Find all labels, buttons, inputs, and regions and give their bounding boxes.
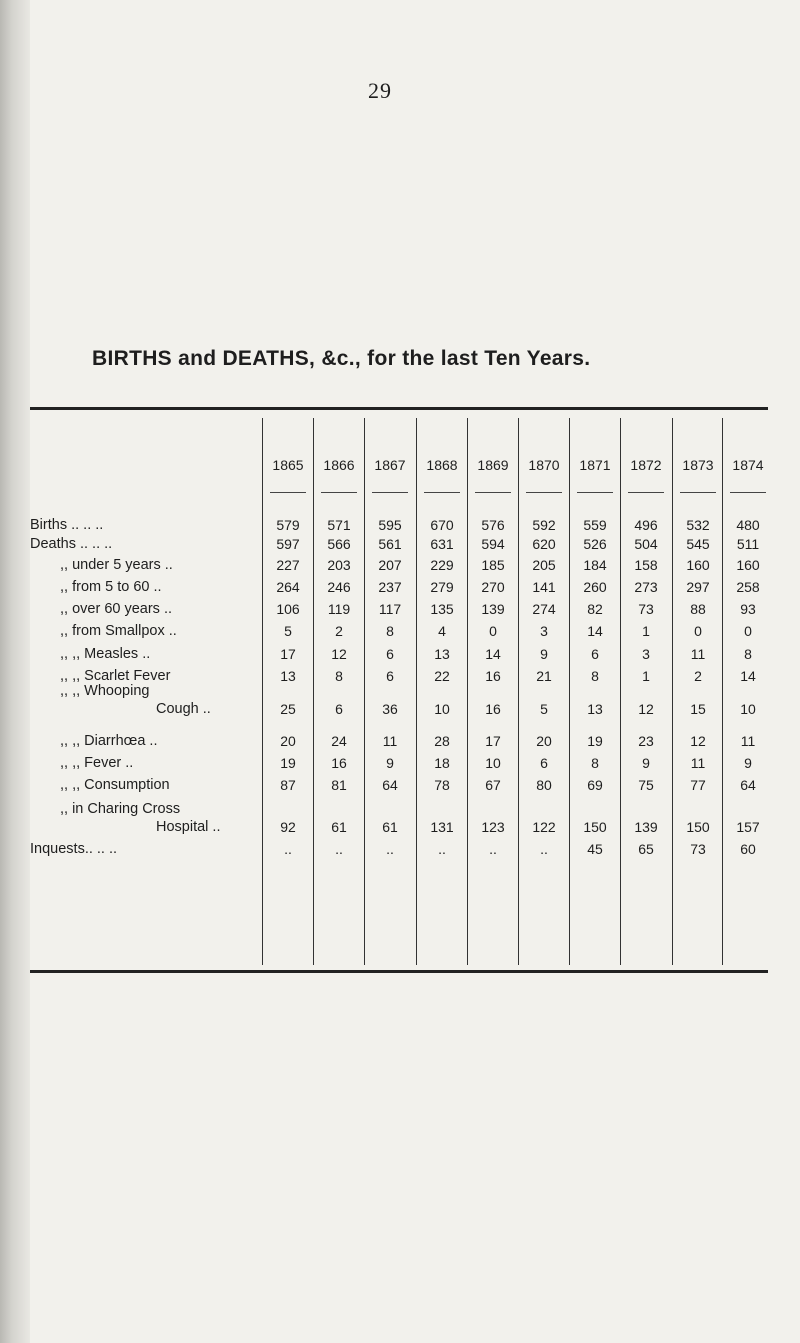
- table-cell: ..: [489, 841, 497, 857]
- table-cell: 559: [583, 517, 607, 533]
- year-header: 1865: [272, 457, 304, 473]
- table-cell: 273: [634, 579, 658, 595]
- table-cell: 237: [378, 579, 402, 595]
- header-underline: [526, 492, 562, 493]
- column-rule: [364, 418, 365, 965]
- table-cell: 1: [642, 668, 650, 684]
- row-label: Deaths .. .. ..: [30, 536, 113, 552]
- header-underline: [577, 492, 613, 493]
- table-cell: 12: [690, 733, 706, 749]
- table-cell: 227: [276, 557, 300, 573]
- table-cell: 279: [430, 579, 454, 595]
- table-cell: 561: [378, 536, 402, 552]
- table-cell: 160: [686, 557, 710, 573]
- column-rule: [416, 418, 417, 965]
- table-cell: 75: [638, 777, 654, 793]
- table-cell: 17: [485, 733, 501, 749]
- table-cell: 16: [331, 755, 347, 771]
- table-cell: 77: [690, 777, 706, 793]
- header-underline: [730, 492, 766, 493]
- table-cell: 8: [386, 623, 394, 639]
- table-cell: 594: [481, 536, 505, 552]
- table-cell: 14: [587, 623, 603, 639]
- table-cell: 592: [532, 517, 556, 533]
- table-cell: 8: [591, 755, 599, 771]
- table-cell: 45: [587, 841, 603, 857]
- table-cell: 65: [638, 841, 654, 857]
- table-cell: 14: [485, 646, 501, 662]
- table-cell: 3: [540, 623, 548, 639]
- table-cell: 20: [536, 733, 552, 749]
- row-label: ,, from Smallpox ..: [60, 623, 177, 639]
- table-cell: 78: [434, 777, 450, 793]
- table-cell: 93: [740, 601, 756, 617]
- table-cell: 25: [280, 701, 296, 717]
- column-rule: [672, 418, 673, 965]
- header-underline: [680, 492, 716, 493]
- top-rule: [30, 407, 768, 410]
- table-cell: 185: [481, 557, 505, 573]
- table-cell: 207: [378, 557, 402, 573]
- table-cell: 8: [591, 668, 599, 684]
- table-cell: 511: [736, 536, 760, 552]
- table-cell: 184: [583, 557, 607, 573]
- table-cell: 60: [740, 841, 756, 857]
- table-cell: 10: [485, 755, 501, 771]
- table-cell: 229: [430, 557, 454, 573]
- year-header: 1868: [426, 457, 458, 473]
- table-cell: 160: [736, 557, 760, 573]
- table-cell: 150: [583, 819, 607, 835]
- table-cell: 6: [386, 668, 394, 684]
- table-cell: 157: [736, 819, 760, 835]
- table-cell: 82: [587, 601, 603, 617]
- table-cell: 6: [335, 701, 343, 717]
- table-cell: 64: [740, 777, 756, 793]
- table-cell: 297: [686, 579, 710, 595]
- table-cell: 9: [744, 755, 752, 771]
- header-underline: [475, 492, 511, 493]
- table-cell: 131: [430, 819, 454, 835]
- table-cell: 2: [694, 668, 702, 684]
- column-rule: [722, 418, 723, 965]
- table-cell: 21: [536, 668, 552, 684]
- table-cell: 5: [284, 623, 292, 639]
- table-cell: 13: [587, 701, 603, 717]
- page-number: 29: [368, 78, 392, 103]
- row-label: ,, under 5 years ..: [60, 557, 173, 573]
- table-cell: 28: [434, 733, 450, 749]
- table-cell: 0: [744, 623, 752, 639]
- table-cell: 270: [481, 579, 505, 595]
- table-cell: 260: [583, 579, 607, 595]
- year-header: 1871: [579, 457, 611, 473]
- table-cell: 205: [532, 557, 556, 573]
- table-cell: 150: [686, 819, 710, 835]
- column-rule: [467, 418, 468, 965]
- table-cell: 67: [485, 777, 501, 793]
- table-cell: 4: [438, 623, 446, 639]
- column-rule: [518, 418, 519, 965]
- table-title: BIRTHS and DEATHS, &c., for the last Ten Years.: [92, 347, 591, 370]
- table-cell: 158: [634, 557, 658, 573]
- table-cell: 20: [280, 733, 296, 749]
- row-label: ,, over 60 years ..: [60, 601, 173, 617]
- table-cell: 13: [434, 646, 450, 662]
- table-cell: 73: [638, 601, 654, 617]
- table-cell: 61: [382, 819, 398, 835]
- table-cell: 8: [744, 646, 752, 662]
- table-cell: 73: [690, 841, 706, 857]
- header-underline: [424, 492, 460, 493]
- table-cell: 566: [327, 536, 351, 552]
- year-header: 1869: [477, 457, 509, 473]
- year-header: 1866: [323, 457, 355, 473]
- column-rule: [313, 418, 314, 965]
- row-label: ,, ,, Consumption: [60, 777, 170, 793]
- table-cell: 6: [540, 755, 548, 771]
- table-cell: 2: [335, 623, 343, 639]
- table-cell: 18: [434, 755, 450, 771]
- row-label: ,, from 5 to 60 ..: [60, 579, 162, 595]
- table-cell: 1: [642, 623, 650, 639]
- table-cell: ..: [386, 841, 394, 857]
- table-cell: 6: [386, 646, 394, 662]
- book-binding-shadow: [0, 0, 30, 1343]
- table-cell: 64: [382, 777, 398, 793]
- header-underline: [270, 492, 306, 493]
- table-cell: 14: [740, 668, 756, 684]
- table-cell: 13: [280, 668, 296, 684]
- table-cell: 19: [280, 755, 296, 771]
- header-underline: [321, 492, 357, 493]
- table-cell: 11: [740, 733, 756, 749]
- table-cell: 620: [532, 536, 556, 552]
- row-label: ,, ,, Scarlet Fever: [60, 668, 171, 684]
- table-cell: 246: [327, 579, 351, 595]
- table-cell: 631: [430, 536, 454, 552]
- table-cell: 88: [690, 601, 706, 617]
- table-cell: 17: [280, 646, 296, 662]
- table-cell: 11: [382, 733, 398, 749]
- table-cell: 119: [327, 601, 351, 617]
- table-cell: 258: [736, 579, 760, 595]
- table-cell: ..: [438, 841, 446, 857]
- row-label: ,, ,, Diarrhœa ..: [60, 733, 158, 749]
- table-cell: 9: [540, 646, 548, 662]
- table-cell: 123: [481, 819, 505, 835]
- table-cell: 12: [331, 646, 347, 662]
- table-cell: 12: [638, 701, 654, 717]
- table-cell: 122: [532, 819, 556, 835]
- table-cell: 69: [587, 777, 603, 793]
- year-header: 1873: [682, 457, 714, 473]
- table-cell: 36: [382, 701, 398, 717]
- table-cell: 526: [583, 536, 607, 552]
- table-cell: 15: [690, 701, 706, 717]
- table-cell: 0: [694, 623, 702, 639]
- table-cell: 203: [327, 557, 351, 573]
- table-cell: 106: [276, 601, 300, 617]
- table-cell: 23: [638, 733, 654, 749]
- table-cell: 92: [280, 819, 296, 835]
- table-cell: 496: [634, 517, 658, 533]
- table-cell: 571: [327, 517, 351, 533]
- row-label: ,, in Charing Cross: [60, 801, 181, 817]
- table-cell: 0: [489, 623, 497, 639]
- table-cell: 9: [642, 755, 650, 771]
- table-cell: 532: [686, 517, 710, 533]
- table-cell: 545: [686, 536, 710, 552]
- table-cell: 11: [690, 646, 706, 662]
- table-cell: 3: [642, 646, 650, 662]
- table-cell: 6: [591, 646, 599, 662]
- column-rule: [262, 418, 263, 965]
- table-cell: ..: [335, 841, 343, 857]
- table-cell: 22: [434, 668, 450, 684]
- table-cell: 670: [430, 517, 454, 533]
- header-underline: [628, 492, 664, 493]
- row-label: ,, ,, Measles ..: [60, 646, 151, 662]
- table-cell: 576: [481, 517, 505, 533]
- table-cell: 24: [331, 733, 347, 749]
- bottom-rule: [30, 970, 768, 973]
- table-cell: ..: [540, 841, 548, 857]
- year-header: 1872: [630, 457, 662, 473]
- year-header: 1874: [732, 457, 764, 473]
- table-cell: 9: [386, 755, 394, 771]
- table-cell: 139: [481, 601, 505, 617]
- table-cell: 11: [690, 755, 706, 771]
- table-cell: 135: [430, 601, 454, 617]
- table-cell: 8: [335, 668, 343, 684]
- table-cell: 80: [536, 777, 552, 793]
- year-header: 1867: [374, 457, 406, 473]
- header-underline: [372, 492, 408, 493]
- table-cell: 16: [485, 668, 501, 684]
- table-cell: 117: [378, 601, 402, 617]
- table-cell: 480: [736, 517, 760, 533]
- row-label-continued: Hospital ..: [156, 819, 221, 835]
- table-cell: ..: [284, 841, 292, 857]
- table-cell: 504: [634, 536, 658, 552]
- table-cell: 579: [276, 517, 300, 533]
- table-cell: 81: [331, 777, 347, 793]
- row-label: ,, ,, Fever ..: [60, 755, 134, 771]
- table-cell: 5: [540, 701, 548, 717]
- table-cell: 10: [740, 701, 756, 717]
- table-cell: 19: [587, 733, 603, 749]
- row-label: Inquests.. .. ..: [30, 841, 118, 857]
- table-cell: 264: [276, 579, 300, 595]
- row-label: ,, ,, Whooping: [60, 683, 150, 699]
- table-cell: 87: [280, 777, 296, 793]
- table-cell: 61: [331, 819, 347, 835]
- table-cell: 16: [485, 701, 501, 717]
- table-cell: 10: [434, 701, 450, 717]
- row-label: Births .. .. ..: [30, 517, 104, 533]
- year-header: 1870: [528, 457, 560, 473]
- table-cell: 595: [378, 517, 402, 533]
- table-cell: 139: [634, 819, 658, 835]
- row-label-continued: Cough ..: [156, 701, 211, 717]
- table-cell: 141: [532, 579, 556, 595]
- column-rule: [569, 418, 570, 965]
- table-cell: 597: [276, 536, 300, 552]
- table-cell: 274: [532, 601, 556, 617]
- column-rule: [620, 418, 621, 965]
